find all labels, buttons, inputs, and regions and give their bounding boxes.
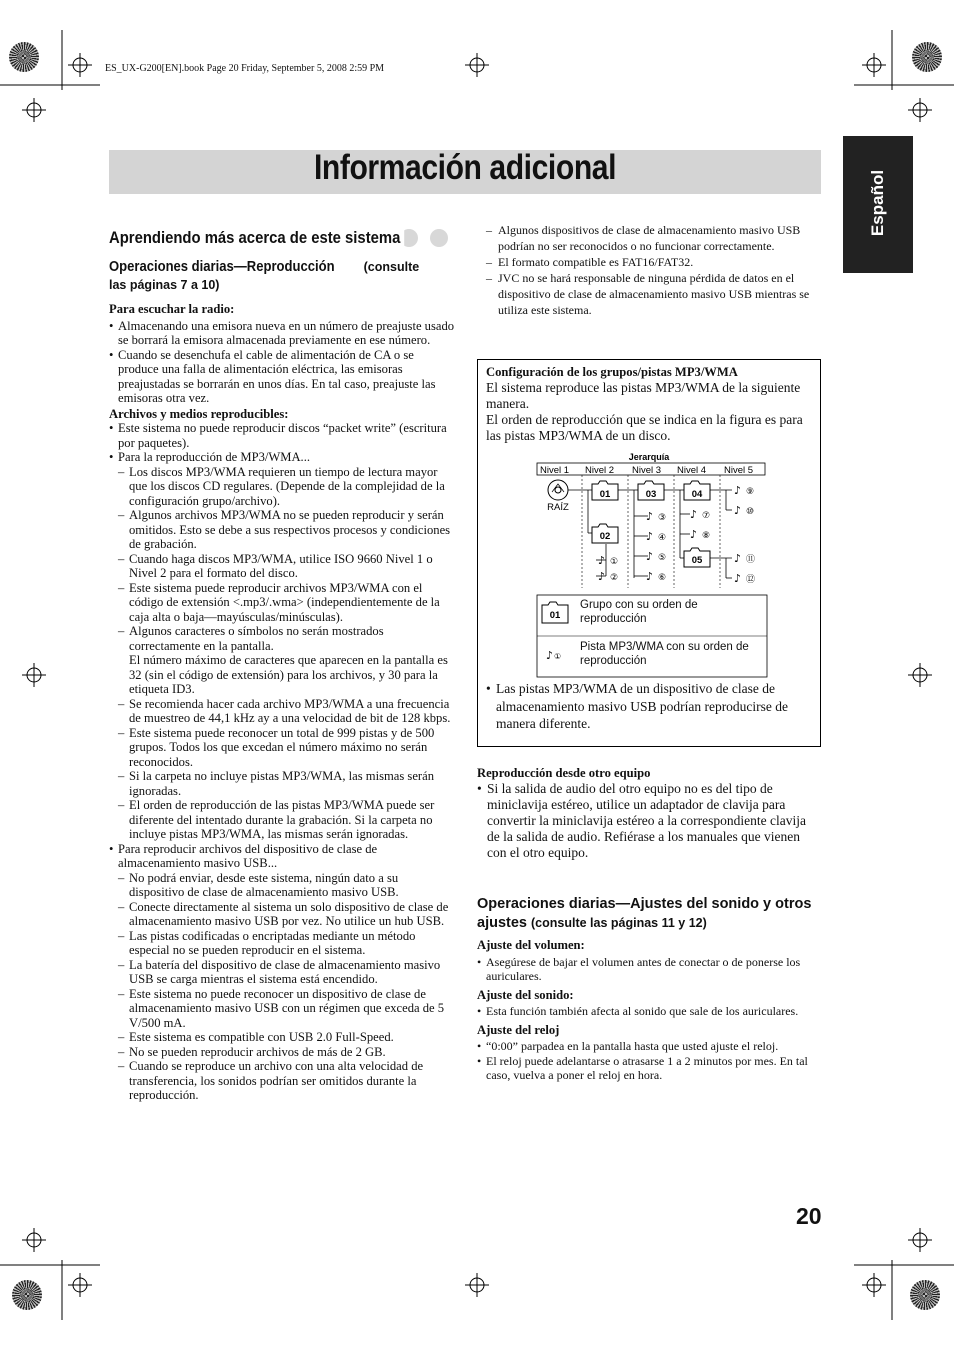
- mp3-config-paragraph: El orden de reproducción que se indica en la figura es para las pistas MP3/WMA de un disco.: [486, 412, 803, 443]
- list-item: – El formato compatible es FAT16/FAT32.: [486, 254, 822, 270]
- music-note-icon: ♪: [598, 570, 606, 583]
- folder-icon: [684, 481, 710, 500]
- list-item: – Cuando haga discos MP3/WMA, utilice ISO 9660 Nivel 1 o Nivel 2 para el formato del disco.: [109, 552, 455, 581]
- list-item: • “0:00” parpadea en la pantalla hasta que usted ajuste el reloj.: [477, 1039, 822, 1054]
- level-label: Nivel 5: [724, 465, 754, 476]
- list-item: – Las pistas codificadas o encriptadas mediante un método especial no se pueden reproducir en el sistema.: [109, 929, 455, 958]
- level-label: Nivel 4: [677, 465, 707, 476]
- music-note-icon: ♪: [646, 570, 654, 583]
- folder-icon: [592, 481, 618, 500]
- subsection-note: (consulte: [363, 260, 420, 274]
- list-item: – Este sistema es compatible con USB 2.0 Full-Speed.: [109, 1030, 455, 1045]
- list-item: • El reloj puede adelantarse o atrasarse 1 a 2 minutos por mes. En tal caso, vuelva a poner el reloj en hora.: [477, 1054, 822, 1083]
- music-note-icon: ♪: [734, 484, 742, 497]
- list-item: – El orden de reproducción de las pistas MP3/WMA puede ser diferente del intentado durante la grabación. Si la carpeta no incluye pistas MP3/WMA, las mismas serán ignoradas.: [109, 798, 455, 842]
- subsection-title: Operaciones diarias—Ajustes del sonido y otros ajustes: [477, 896, 812, 931]
- folder-icon: [684, 548, 710, 567]
- file-info: ES_UX-G200[EN].book Page 20 Friday, September 5, 2008 2:59 PM: [105, 63, 385, 74]
- music-note-icon: ♪: [690, 508, 698, 521]
- mp3-config-heading: Configuración de los grupos/pistas MP3/WMA: [486, 365, 738, 379]
- list-item: – Si la carpeta no incluye pistas MP3/WMA, las mismas serán ignoradas.: [109, 769, 455, 798]
- track-number: ⑦: [702, 511, 711, 521]
- list-item: – Se recomienda hacer cada archivo MP3/WMA a una frecuencia de muestreo de 44,1 kHz ay a una velocidad de bit de 128 kbps.: [109, 697, 455, 726]
- svg-text:03: 03: [645, 489, 657, 500]
- list-item: – Algunos caracteres o símbolos no serán mostrados correctamente en la pantalla.: [109, 624, 455, 653]
- music-note-icon: ♪: [546, 649, 554, 662]
- sound-heading: Ajuste del sonido:: [477, 987, 574, 1002]
- music-note-icon: ♪: [734, 572, 742, 585]
- svg-text:01: 01: [599, 489, 611, 500]
- volume-heading: Ajuste del volumen:: [477, 938, 585, 952]
- section-title: Aprendiendo más acerca de este sistema: [109, 227, 404, 249]
- legend-track-number: ①: [554, 652, 562, 661]
- svg-text:04: 04: [691, 489, 703, 500]
- music-note-icon: ♪: [646, 510, 654, 523]
- other-equipment-heading: Reproducción desde otro equipo: [477, 766, 651, 780]
- clock-heading: Ajuste del reloj: [477, 1022, 560, 1037]
- folder-icon: [638, 481, 664, 500]
- right-column-settings: [477, 938, 822, 1083]
- list-item: • Para reproducir archivos del dispositivo de clase de almacenamiento masivo USB...: [109, 842, 455, 871]
- level-label: Nivel 3: [632, 465, 662, 476]
- music-note-icon: ♪: [646, 530, 654, 543]
- level-label: Nivel 1: [540, 465, 570, 476]
- svg-text:05: 05: [691, 555, 703, 566]
- hierarchy-label: Jerarquía: [628, 452, 670, 462]
- subsection-note-pages: las páginas 7 a 10): [109, 278, 220, 292]
- list-item: – Algunos dispositivos de clase de almacenamiento masivo USB podrían no ser reconocidos o no funcionar correctamente.: [486, 222, 822, 254]
- list-item: – No se pueden reproducir archivos de más de 2 GB.: [109, 1045, 455, 1060]
- list-item: • Cuando se desenchufa el cable de alimentación de CA o se produce una falla de alimentación eléctrica, las emisoras preajustadas se borrarán en unos días. En tal caso, preajuste las emisoras otra vez.: [109, 348, 455, 406]
- svg-text:02: 02: [599, 531, 611, 542]
- list-item: • Si la salida de audio del otro equipo no es del tipo de miniclavija estéreo, utilice un adaptador de clavija para convertir la miniclavija estéreo a la correspondiente clavija de la salida de audio. Refiérase a los manuales que vienen con el otro equipo.: [477, 781, 822, 861]
- media-heading: Archivos y medios reproducibles:: [109, 406, 289, 421]
- list-item: – Cuando se reproduce un archivo con una alta velocidad de transferencia, los sonidos podrían ser omitidos durante la reproducción.: [109, 1059, 455, 1103]
- track-number: ⑩: [746, 507, 755, 517]
- radio-heading: Para escuchar la radio:: [109, 302, 235, 316]
- page-number: 20: [796, 1203, 822, 1229]
- music-note-icon: ♪: [734, 552, 742, 565]
- root-label: RAÍZ: [547, 502, 569, 513]
- disc-icon: [548, 480, 568, 500]
- list-item: – Este sistema no puede reconocer un dispositivo de clase de almacenamiento masivo USB con un régimen que exceda de 5 V/500 mA.: [109, 987, 455, 1031]
- list-item: • Asegúrese de bajar el volumen antes de conectar o de ponerse los auriculares.: [477, 955, 822, 984]
- list-item: – Algunos archivos MP3/WMA no se pueden reproducir y serán omitidos. Esto se debe a sus respectivos procesos y condiciones de grabación.: [109, 508, 455, 552]
- track-number: ⑪: [746, 555, 756, 565]
- list-item: • Esta función también afecta al sonido que sale de los auriculares.: [477, 1004, 822, 1019]
- page-title: Información adicional: [313, 148, 617, 187]
- list-item: – La batería del dispositivo de clase de almacenamiento masivo USB se carga mientras el sistema está encendido.: [109, 958, 455, 987]
- music-note-icon: ♪: [598, 554, 606, 567]
- track-number: ③: [658, 513, 667, 523]
- left-column-body: [109, 302, 455, 1103]
- track-number: ⑧: [702, 531, 711, 541]
- list-item: – Conecte directamente al sistema un solo dispositivo de clase de almacenamiento masivo USB por vez. No utilice un hub USB.: [109, 900, 455, 929]
- list-item: • Este sistema no puede reproducir discos “packet write” (escritura por paquetes).: [109, 421, 455, 450]
- track-number: ⑫: [746, 575, 756, 585]
- list-item: – No podrá enviar, desde este sistema, ningún dato a su dispositivo de clase de almacenamiento masivo USB.: [109, 871, 455, 900]
- folder-icon: [592, 524, 618, 543]
- mp3-config-paragraph: El sistema reproduce las pistas MP3/WMA de la siguiente manera.: [486, 380, 801, 411]
- right-column-bottom: [477, 766, 822, 861]
- list-item: – Este sistema puede reproducir archivos MP3/WMA con el código de extensión <.mp3/.wma> (independientemente de la caja alta o baja—mayúsculas/minúsculas).: [109, 581, 455, 625]
- list-item: • Almacenando una emisora nueva en un número de preajuste usado se borrará la emisora almacenada previamente en ese número.: [109, 319, 455, 348]
- list-item: – Los discos MP3/WMA requieren un tiempo de lectura mayor que los discos CD regulares. (Depende de la complejidad de la configuración grupo/archivo).: [109, 465, 455, 509]
- list-item-continued: El número máximo de caracteres que aparecen en la pantalla es 32 (sin el código de extensión) para los archivos, y 30 para la etiqueta ID3.: [129, 653, 448, 696]
- subsection-title: Operaciones diarias—Reproducción: [109, 259, 335, 275]
- track-number: ⑨: [746, 487, 755, 497]
- list-item: – JVC no se hará responsable de ninguna pérdida de datos en el dispositivo de clase de almacenamiento masivo USB mientras se utiliza este sistema.: [486, 270, 822, 318]
- legend-track-text: Pista MP3/WMA con su orden de reproducción: [580, 641, 749, 667]
- track-number: ①: [610, 557, 619, 567]
- music-note-icon: ♪: [734, 504, 742, 517]
- language-tab-label: Español: [868, 169, 887, 237]
- music-note-icon: ♪: [690, 528, 698, 541]
- track-number: ⑤: [658, 553, 667, 563]
- mp3-config-text: [486, 364, 812, 444]
- right-column-top: [486, 222, 822, 318]
- track-number: ④: [658, 533, 667, 543]
- legend-folder-number: 01: [549, 610, 561, 621]
- list-item: – Este sistema puede reconocer un total de 999 pistas y de 500 grupos. Todos los que excedan el número máximo no serán reconocidos.: [109, 726, 455, 770]
- legend-folder-text: Grupo con su orden de reproducción: [580, 599, 698, 625]
- subsection-note: (consulte las páginas 11 y 12): [531, 916, 707, 930]
- track-number: ⑥: [658, 573, 667, 583]
- music-note-icon: ♪: [646, 550, 654, 563]
- level-label: Nivel 2: [585, 465, 615, 476]
- track-number: ②: [610, 573, 619, 583]
- list-item: • Para la reproducción de MP3/WMA...: [109, 450, 455, 465]
- subsection-heading-sound: [477, 895, 837, 933]
- mp3-config-note: • Las pistas MP3/WMA de un dispositivo de clase de almacenamiento masivo USB podrían reproducirse de manera diferente.: [486, 680, 826, 733]
- subsection-heading-playback: [109, 258, 454, 294]
